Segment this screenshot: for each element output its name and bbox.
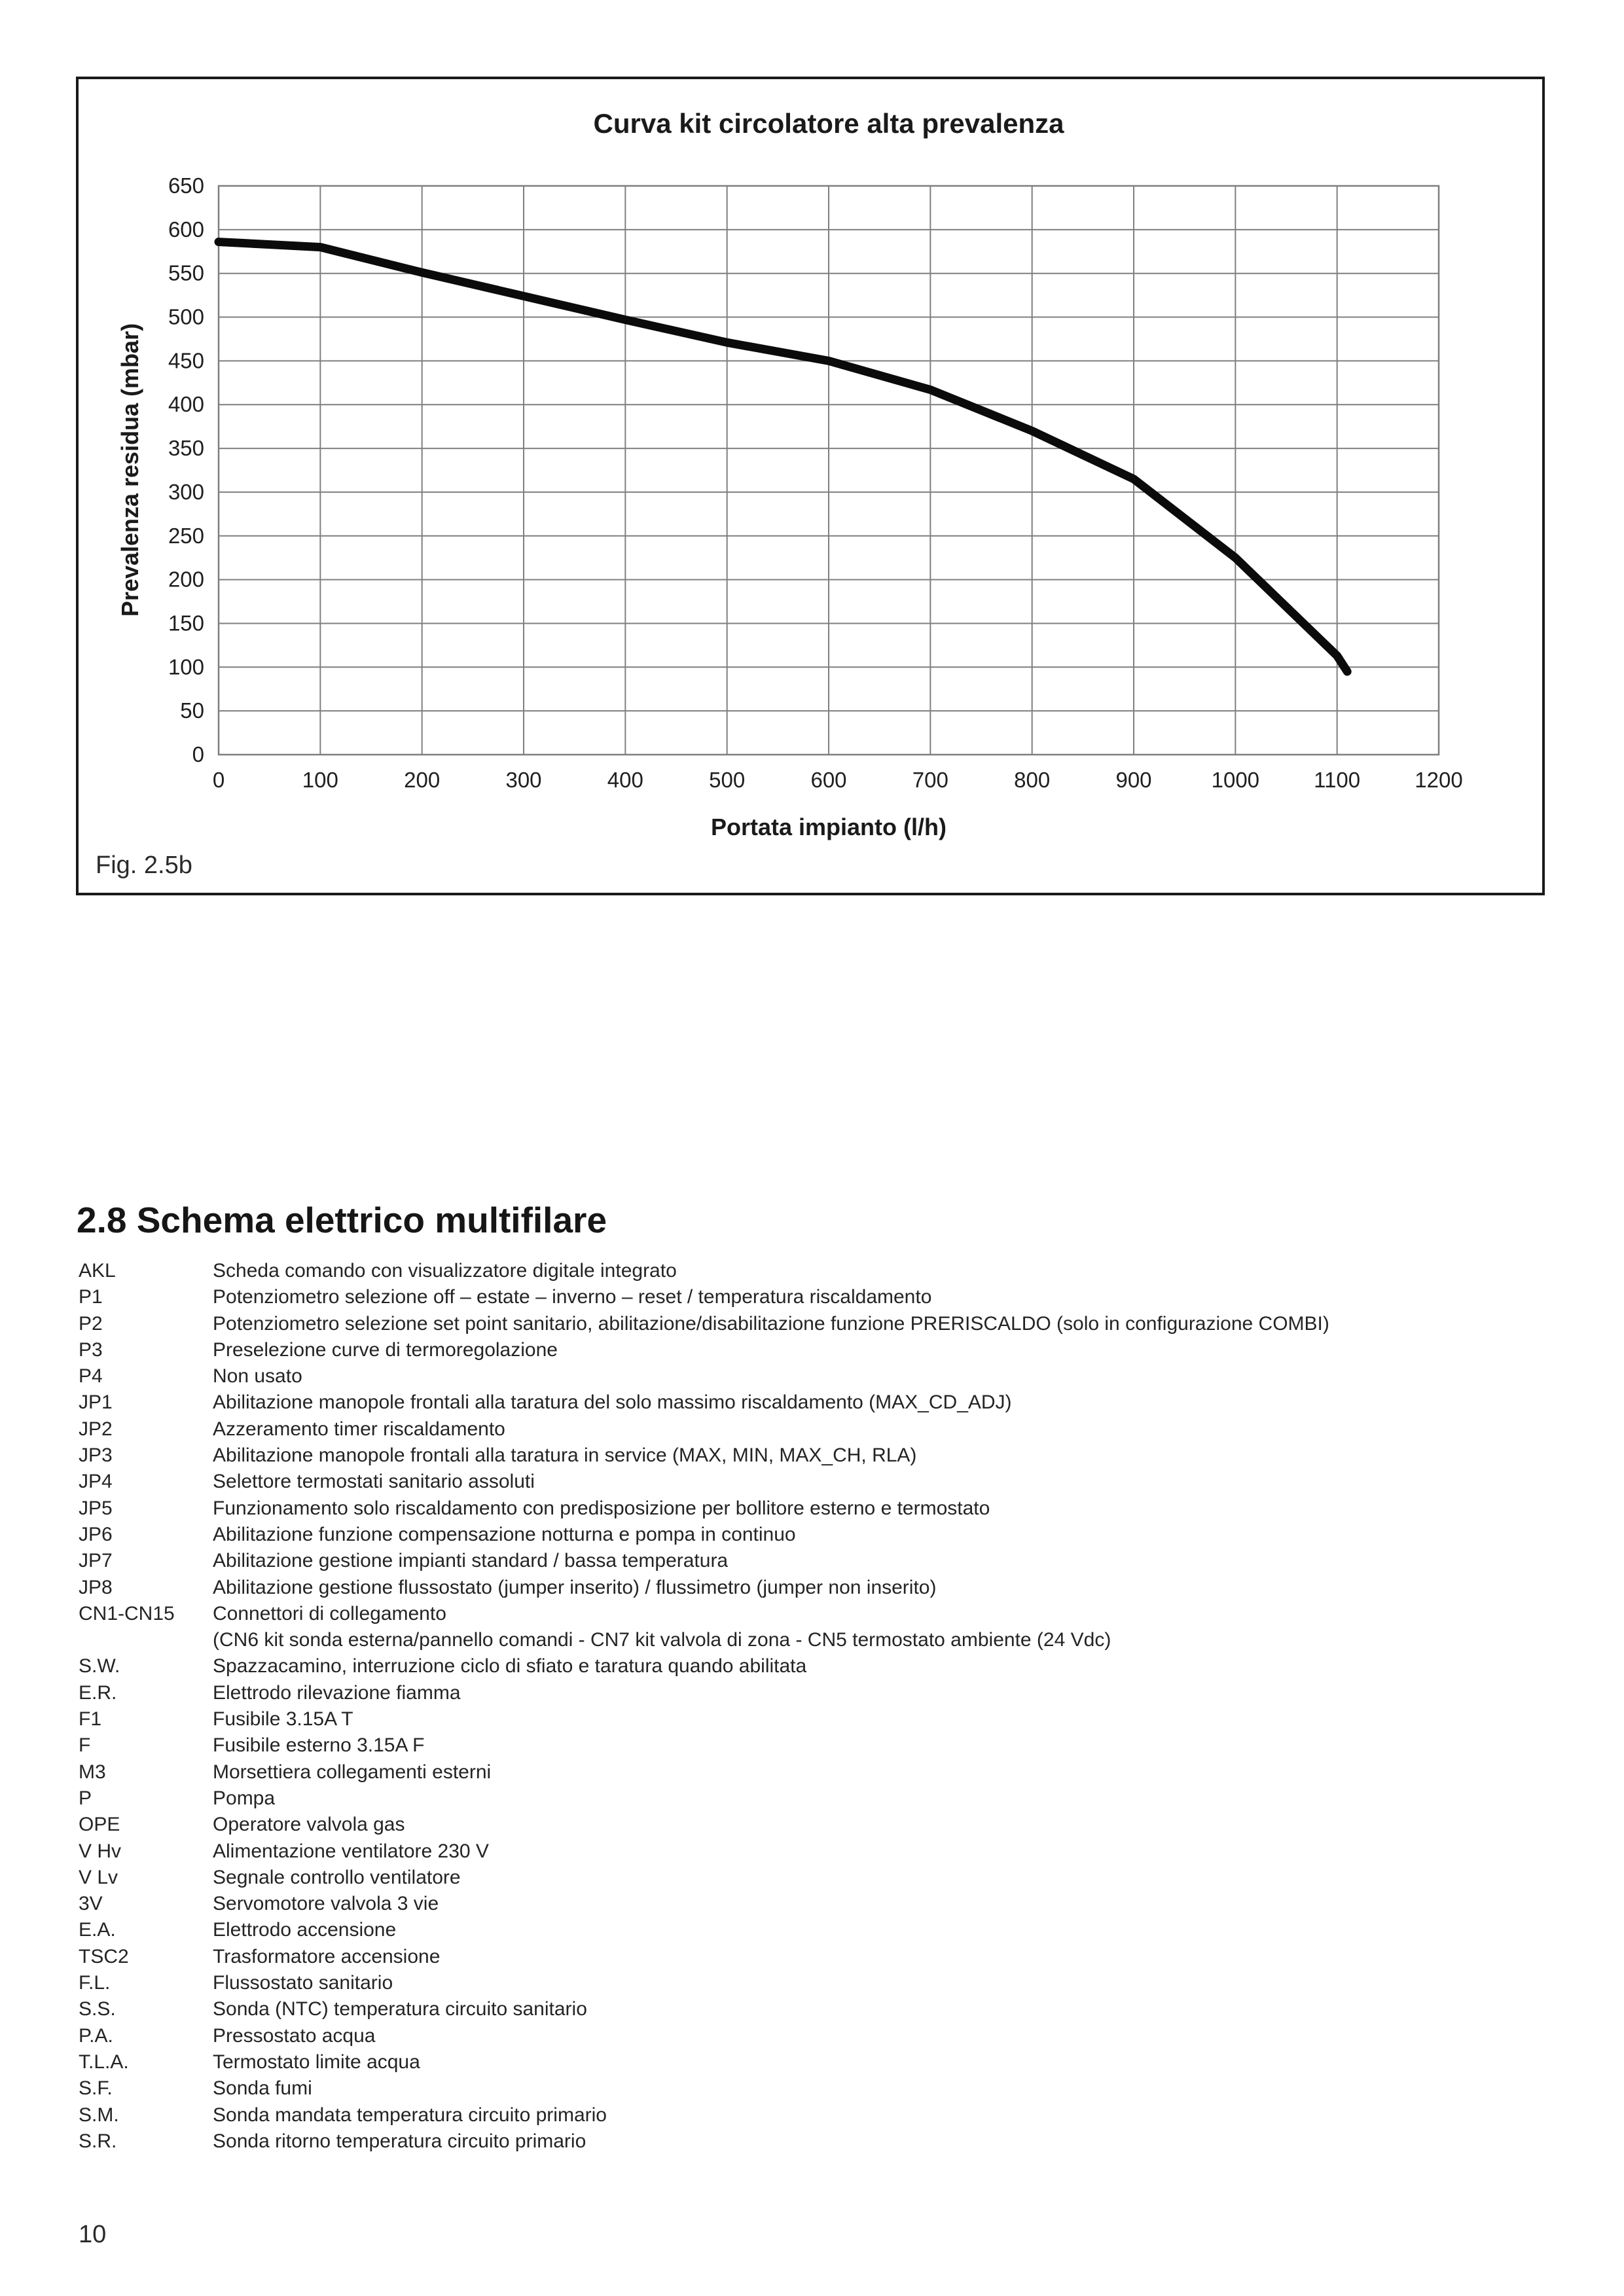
legend-code: JP2 xyxy=(79,1418,113,1440)
x-tick-label: 1100 xyxy=(1314,768,1361,792)
legend-code: P1 xyxy=(79,1286,103,1308)
legend-desc: Elettrodo accensione xyxy=(213,1919,397,1941)
legend-row xyxy=(79,1311,1571,1337)
legend-desc: Termostato limite acqua xyxy=(213,2051,420,2073)
legend-row xyxy=(79,2102,1571,2128)
legend-code: S.M. xyxy=(79,2104,119,2126)
pump-curve-chart xyxy=(79,79,1537,888)
y-tick-label: 600 xyxy=(168,217,204,242)
y-tick-label: 350 xyxy=(168,436,204,461)
legend-desc: Abilitazione funzione compensazione notturna e pompa in continuo xyxy=(213,1523,796,1545)
legend-row xyxy=(79,2023,1571,2049)
legend-desc: Abilitazione manopole frontali alla taratura in service (MAX, MIN, MAX_CH, RLA) xyxy=(213,1444,917,1467)
legend-desc: Abilitazione manopole frontali alla taratura del solo massimo riscaldamento (MAX_CD_ADJ) xyxy=(213,1391,1012,1414)
legend-desc: Sonda ritorno temperatura circuito primario xyxy=(213,2130,586,2152)
legend-row xyxy=(79,1575,1571,1601)
legend-row xyxy=(79,1706,1571,1732)
y-axis-label: Prevalenza residua (mbar) xyxy=(117,323,143,617)
legend-code: F.L. xyxy=(79,1972,111,1994)
legend-desc: (CN6 kit sonda esterna/pannello comandi - CN7 kit valvola di zona - CN5 termostato ambiente (24 Vdc) xyxy=(213,1629,1111,1651)
legend-desc: Scheda comando con visualizzatore digitale integrato xyxy=(213,1260,677,1282)
legend-row xyxy=(79,2075,1571,2102)
legend-row xyxy=(79,1469,1571,1495)
legend-desc: Sonda (NTC) temperatura circuito sanitario xyxy=(213,1998,587,2020)
legend-row xyxy=(79,1839,1571,1865)
legend-row xyxy=(79,1944,1571,1970)
legend-code: CN1-CN15 xyxy=(79,1602,175,1624)
legend-desc: Preselezione curve di termoregolazione xyxy=(213,1338,558,1361)
legend-code: S.W. xyxy=(79,1655,120,1677)
legend-row xyxy=(79,1653,1571,1679)
legend-desc: Potenziometro selezione off – estate – inverno – reset / temperatura riscaldamento xyxy=(213,1286,932,1308)
legend-desc: Operatore valvola gas xyxy=(213,1814,405,1836)
legend-desc: Servomotore valvola 3 vie xyxy=(213,1893,439,1915)
legend-row xyxy=(79,1785,1571,1812)
legend-code: OPE xyxy=(79,1814,120,1836)
legend-code: AKL xyxy=(79,1260,116,1282)
legend-desc: Fusibile 3.15A T xyxy=(213,1708,353,1731)
legend-row xyxy=(79,1443,1571,1469)
legend-code: TSC2 xyxy=(79,1945,129,1967)
x-tick-label: 500 xyxy=(709,768,746,792)
legend-code: E.R. xyxy=(79,1681,117,1704)
x-tick-label: 1200 xyxy=(1415,768,1463,792)
page-number: 10 xyxy=(79,2221,107,2248)
legend-code: P xyxy=(79,1787,92,1809)
x-tick-label: 300 xyxy=(505,768,542,792)
legend-row xyxy=(79,1917,1571,1943)
x-tick-label: 0 xyxy=(212,768,225,792)
figure-box xyxy=(76,77,1545,895)
legend-code: V Lv xyxy=(79,1866,118,1888)
legend-row xyxy=(79,1522,1571,1548)
legend-code: F xyxy=(79,1734,91,1757)
legend-code: S.S. xyxy=(79,1998,116,2020)
legend-row xyxy=(79,1865,1571,1891)
legend-desc: Non usato xyxy=(213,1365,302,1388)
legend-code: JP1 xyxy=(79,1391,113,1414)
legend-code: JP8 xyxy=(79,1576,113,1598)
legend-desc: Spazzacamino, interruzione ciclo di sfiato e taratura quando abilitata xyxy=(213,1655,807,1677)
legend-row xyxy=(79,1416,1571,1443)
legend-code: P4 xyxy=(79,1365,103,1388)
y-tick-label: 400 xyxy=(168,392,204,417)
legend-row xyxy=(79,1996,1571,2022)
legend-desc: Sonda fumi xyxy=(213,2077,312,2100)
legend-code: JP3 xyxy=(79,1444,113,1467)
y-tick-label: 450 xyxy=(168,348,204,373)
legend-code: M3 xyxy=(79,1761,106,1783)
y-tick-label: 0 xyxy=(192,742,204,766)
legend-desc: Alimentazione ventilatore 230 V xyxy=(213,1840,489,1862)
x-tick-label: 800 xyxy=(1014,768,1051,792)
x-tick-label: 700 xyxy=(912,768,948,792)
legend-row xyxy=(79,1548,1571,1574)
legend-code: T.L.A. xyxy=(79,2051,129,2073)
legend-code: JP5 xyxy=(79,1497,113,1519)
legend-row xyxy=(79,1732,1571,1759)
legend-row xyxy=(79,1496,1571,1522)
legend-row xyxy=(79,1258,1571,1284)
legend-row xyxy=(79,1891,1571,1917)
legend-row xyxy=(79,1363,1571,1390)
legend-desc: Abilitazione gestione flussostato (jumper inserito) / flussimetro (jumper non inserito) xyxy=(213,1576,937,1598)
legend-desc: Pressostato acqua xyxy=(213,2024,376,2047)
legend-code: E.A. xyxy=(79,1919,116,1941)
legend-row xyxy=(79,2128,1571,2155)
legend-desc: Potenziometro selezione set point sanitario, abilitazione/disabilitazione funzione PRERISCALDO (solo in configurazione COMBI) xyxy=(213,1312,1329,1335)
legend-row xyxy=(79,1759,1571,1785)
legend-desc: Fusibile esterno 3.15A F xyxy=(213,1734,425,1757)
legend-row xyxy=(79,1337,1571,1363)
legend-code: P2 xyxy=(79,1312,103,1335)
legend-desc: Selettore termostati sanitario assoluti xyxy=(213,1471,535,1493)
legend-row xyxy=(79,2049,1571,2075)
curve-series xyxy=(219,242,1347,672)
y-tick-label: 150 xyxy=(168,611,204,636)
legend-code: JP7 xyxy=(79,1550,113,1572)
y-tick-label: 650 xyxy=(168,173,204,198)
legend-code: S.F. xyxy=(79,2077,113,2100)
legend-desc: Morsettiera collegamenti esterni xyxy=(213,1761,492,1783)
chart-title: Curva kit circolatore alta prevalenza xyxy=(593,108,1064,139)
section-heading: 2.8 Schema elettrico multifilare xyxy=(77,1200,607,1240)
legend-desc: Trasformatore accensione xyxy=(213,1945,441,1967)
legend-row xyxy=(79,1812,1571,1838)
legend-row xyxy=(79,1627,1571,1653)
legend-row xyxy=(79,1284,1571,1310)
x-tick-label: 200 xyxy=(404,768,441,792)
legend-code: V Hv xyxy=(79,1840,122,1862)
legend-desc: Funzionamento solo riscaldamento con predisposizione per bollitore esterno e termostato xyxy=(213,1497,990,1519)
legend-code: S.R. xyxy=(79,2130,117,2152)
y-tick-label: 300 xyxy=(168,479,204,504)
y-tick-label: 250 xyxy=(168,523,204,548)
legend-code: JP4 xyxy=(79,1471,113,1493)
legend-desc: Sonda mandata temperatura circuito primario xyxy=(213,2104,607,2126)
legend-code: 3V xyxy=(79,1893,103,1915)
legend-row xyxy=(79,1970,1571,1996)
x-axis-label: Portata impianto (l/h) xyxy=(711,814,947,840)
legend-code: P3 xyxy=(79,1338,103,1361)
legend-code xyxy=(79,1627,213,1653)
legend-row xyxy=(79,1390,1571,1416)
legend-desc: Elettrodo rilevazione fiamma xyxy=(213,1681,461,1704)
y-tick-label: 200 xyxy=(168,567,204,592)
y-tick-label: 500 xyxy=(168,304,204,329)
legend-desc: Flussostato sanitario xyxy=(213,1972,393,1994)
x-tick-label: 900 xyxy=(1115,768,1152,792)
legend-desc: Abilitazione gestione impianti standard / bassa temperatura xyxy=(213,1550,729,1572)
legend-desc: Connettori di collegamento xyxy=(213,1602,446,1624)
y-tick-label: 550 xyxy=(168,260,204,285)
x-tick-label: 1000 xyxy=(1211,768,1260,792)
legend-desc: Segnale controllo ventilatore xyxy=(213,1866,461,1888)
legend-desc: Azzeramento timer riscaldamento xyxy=(213,1418,505,1440)
component-legend-list xyxy=(79,1258,1571,2155)
legend-desc: Pompa xyxy=(213,1787,276,1809)
x-tick-label: 600 xyxy=(810,768,847,792)
legend-row xyxy=(79,1601,1571,1627)
legend-row xyxy=(79,1680,1571,1706)
x-tick-label: 400 xyxy=(607,768,643,792)
legend-code: JP6 xyxy=(79,1523,113,1545)
y-tick-label: 50 xyxy=(180,698,204,723)
legend-code: P.A. xyxy=(79,2024,113,2047)
y-tick-label: 100 xyxy=(168,655,204,679)
legend-code: F1 xyxy=(79,1708,102,1731)
x-tick-label: 100 xyxy=(302,768,338,792)
figure-caption: Fig. 2.5b xyxy=(96,852,192,879)
